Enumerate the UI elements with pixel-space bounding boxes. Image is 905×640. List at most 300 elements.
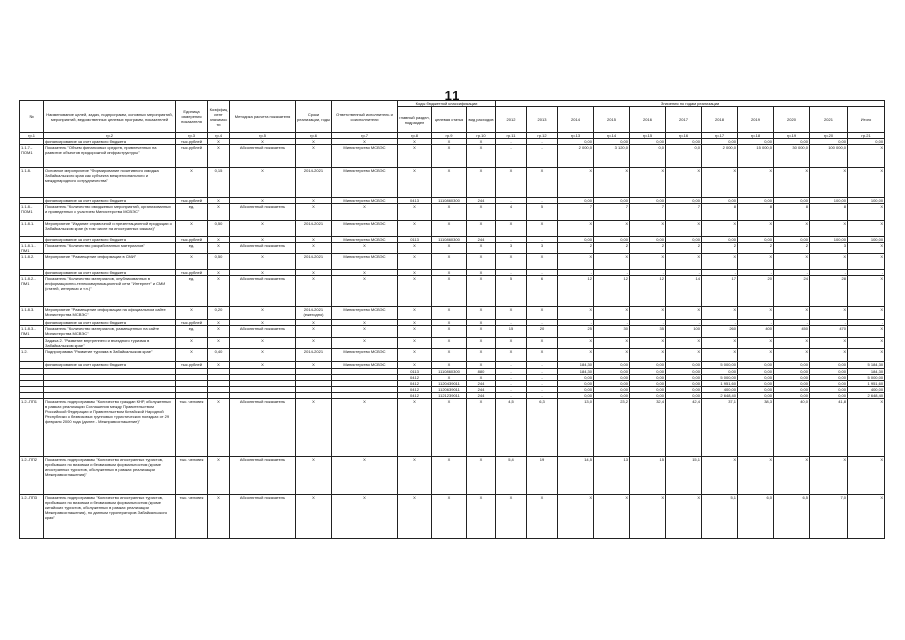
table-cell: Х xyxy=(208,362,230,369)
table-cell: Х xyxy=(467,243,496,254)
table-cell: 2014-2021 xyxy=(296,221,332,237)
table-cell: Х xyxy=(398,270,432,276)
table-cell: Х xyxy=(176,254,208,270)
table-cell: тыс. человек xyxy=(176,399,208,457)
table-cell: 0,00 xyxy=(594,237,630,243)
table-cell: 100,00 xyxy=(810,198,848,204)
table-cell: 6,0 xyxy=(738,495,774,539)
table-cell: тыс.рублей xyxy=(176,237,208,243)
column-number: гр.16 xyxy=(666,133,702,139)
table-cell: тыс.рублей xyxy=(176,198,208,204)
table-cell: 0,00 xyxy=(810,139,848,145)
table-cell: 244 xyxy=(467,393,496,399)
row-title: финансирование за счет краевого бюджета xyxy=(44,139,176,145)
table-cell: Министерство МСВЭС xyxy=(332,145,398,168)
table-cell: 15,1 xyxy=(666,457,702,495)
table-cell: 0,00 xyxy=(738,387,774,393)
table-cell: 20 xyxy=(527,326,558,338)
table-cell: 0,00 xyxy=(738,369,774,375)
table-cell: Х xyxy=(208,338,230,349)
table-cell: Х xyxy=(296,276,332,307)
table-cell: Х xyxy=(810,254,848,270)
table-cell: 0,00 xyxy=(558,393,594,399)
table-cell: Х xyxy=(208,276,230,307)
table-cell: 0,00 xyxy=(630,381,666,387)
table-cell: Х xyxy=(527,338,558,349)
table-cell: Х xyxy=(738,457,774,495)
table-cell: Министерство МСВЭС xyxy=(332,254,398,270)
table-cell: Х xyxy=(230,349,296,362)
table-cell: - xyxy=(774,270,810,276)
table-cell: Х xyxy=(432,457,467,495)
table-cell: Х xyxy=(848,326,885,338)
table-cell: - xyxy=(527,362,558,369)
header-code-section: главный раздел, подраздел xyxy=(398,107,432,133)
table-cell: 0,00 xyxy=(810,381,848,387)
table-cell: Х xyxy=(296,139,332,145)
header-year: 2019 xyxy=(738,107,774,133)
table-cell: 0,00 xyxy=(558,387,594,393)
table-cell: Х xyxy=(666,254,702,270)
table-cell: 0,00 xyxy=(666,369,702,375)
table-cell: 100,00 xyxy=(810,237,848,243)
table-cell: Министерство МСВЭС xyxy=(332,198,398,204)
table-cell: - xyxy=(496,393,527,399)
table-cell: 0,00 xyxy=(738,237,774,243)
table-cell: Х xyxy=(496,307,527,320)
table-cell: 0,00 xyxy=(774,362,810,369)
table-cell: Х xyxy=(432,399,467,457)
column-number: гр.4 xyxy=(208,133,230,139)
table-cell: Х xyxy=(432,276,467,307)
table-cell: 0,00 xyxy=(774,387,810,393)
table-cell: 8 xyxy=(810,204,848,221)
table-row xyxy=(20,276,885,307)
table-cell: Х xyxy=(702,168,738,198)
table-cell: Х xyxy=(467,254,496,270)
table-cell: 0,00 xyxy=(594,375,630,381)
table-cell: 0,00 xyxy=(774,381,810,387)
table-cell: 0,00 xyxy=(738,139,774,145)
table-row xyxy=(20,168,885,198)
table-cell: Х xyxy=(810,221,848,237)
table-cell: - xyxy=(527,369,558,375)
table-cell: Х xyxy=(666,168,702,198)
table-cell: Х xyxy=(496,168,527,198)
table-cell: 2 xyxy=(774,243,810,254)
table-cell: Х xyxy=(398,338,432,349)
table-cell: 4 xyxy=(496,204,527,221)
column-number: гр.10 xyxy=(467,133,496,139)
table-cell: Х xyxy=(848,243,885,254)
table-cell: 0,00 xyxy=(630,198,666,204)
table-cell: Х xyxy=(527,495,558,539)
table-cell: Х xyxy=(527,254,558,270)
table-cell: Х xyxy=(208,495,230,539)
table-cell: 13 xyxy=(594,457,630,495)
table-cell: тыс. человек xyxy=(176,457,208,495)
table-cell: 0,00 xyxy=(738,381,774,387)
row-code: 1.2.-ПП2 xyxy=(20,457,44,495)
table-cell: Х xyxy=(467,204,496,221)
table-cell: Х xyxy=(398,326,432,338)
table-cell: Х xyxy=(774,221,810,237)
row-code: 1.1.8.2.-ПМ1 xyxy=(20,276,44,307)
table-row xyxy=(20,495,885,539)
table-cell: Х xyxy=(230,307,296,320)
table-cell: 3 xyxy=(810,243,848,254)
table-cell: Х xyxy=(296,270,332,276)
table-cell: 0,00 xyxy=(558,375,594,381)
table-cell: 184,30 xyxy=(558,369,594,375)
table-cell: - xyxy=(630,320,666,326)
table-cell: тыс.рублей xyxy=(176,270,208,276)
table-cell: 0,00 xyxy=(666,237,702,243)
table-cell: - xyxy=(496,198,527,204)
table-cell: 0,00 xyxy=(738,198,774,204)
table-cell: Х xyxy=(774,254,810,270)
table-cell: Х xyxy=(630,221,666,237)
table-cell: Х xyxy=(848,254,885,270)
table-cell: 0,20 xyxy=(208,307,230,320)
table-cell: Х xyxy=(630,349,666,362)
table-cell: ед. xyxy=(176,243,208,254)
column-number: гр.6 xyxy=(296,133,332,139)
table-cell: ед. xyxy=(176,326,208,338)
table-cell: 24 xyxy=(774,276,810,307)
table-cell: Х xyxy=(666,221,702,237)
table-cell: 0,00 xyxy=(702,139,738,145)
table-cell: 8 xyxy=(738,204,774,221)
table-cell: 0,00 xyxy=(848,139,885,145)
table-row xyxy=(20,338,885,349)
table-cell: 14,5 xyxy=(558,457,594,495)
header-method: Методика расчета показателя xyxy=(230,101,296,133)
table-cell: 0,15 xyxy=(208,168,230,198)
table-cell: 2 xyxy=(630,243,666,254)
table-cell: Х xyxy=(296,204,332,221)
table-cell: Х xyxy=(296,399,332,457)
table-cell: 1110860300 xyxy=(432,198,467,204)
table-cell: - xyxy=(496,145,527,168)
table-cell: 0412 xyxy=(398,387,432,393)
table-cell: Х xyxy=(738,254,774,270)
table-cell: Х xyxy=(398,204,432,221)
table-cell: Абсолютный показатель xyxy=(230,145,296,168)
table-cell: 0,00 xyxy=(774,139,810,145)
table-cell: Х xyxy=(848,307,885,320)
table-cell: Х xyxy=(296,243,332,254)
table-cell: Х xyxy=(432,204,467,221)
table-cell: Министерство МСВЭС xyxy=(332,307,398,320)
table-cell: Абсолютный показатель xyxy=(230,276,296,307)
table-cell: Х xyxy=(594,307,630,320)
column-number: гр.7 xyxy=(332,133,398,139)
table-cell: Х xyxy=(738,349,774,362)
table-cell: тыс.рублей xyxy=(176,139,208,145)
table-cell: Х xyxy=(230,270,296,276)
row-title: Показатель "Количество разработанных материалов" xyxy=(44,243,176,254)
table-cell: 5,1 xyxy=(702,495,738,539)
table-cell: 3 xyxy=(496,243,527,254)
table-cell: Х xyxy=(774,349,810,362)
table-cell: Х xyxy=(332,457,398,495)
table-cell: 450 xyxy=(774,326,810,338)
table-cell: Абсолютный показатель xyxy=(230,495,296,539)
column-number: гр.3 xyxy=(176,133,208,139)
column-number: гр.14 xyxy=(594,133,630,139)
table-cell: 23,2 xyxy=(594,399,630,457)
table-cell: Х xyxy=(296,495,332,539)
table-cell: - xyxy=(810,320,848,326)
table-cell: - xyxy=(496,387,527,393)
column-number: гр.13 xyxy=(558,133,594,139)
table-cell: - xyxy=(527,270,558,276)
table-cell: 0,00 xyxy=(810,393,848,399)
table-cell: 0,00 xyxy=(630,387,666,393)
table-cell: Х xyxy=(230,139,296,145)
column-number: гр.21 xyxy=(848,133,885,139)
table-cell: 0,00 xyxy=(702,198,738,204)
table-cell: Х xyxy=(702,307,738,320)
row-title: Показатель подпрограммы "Количество граждан КНР, обслуженных в рамках реализации Соглашения между Правительством Российской Федерации и Правительством Китайской Народной Республики о безвизовых групповых туристических поездках от 29 февраля 2000 года (далее - Межправсоглашение)" xyxy=(44,399,176,457)
table-cell: Абсолютный показатель xyxy=(230,457,296,495)
table-cell: Х xyxy=(176,221,208,237)
table-cell: - xyxy=(527,320,558,326)
table-cell: 6,3 xyxy=(527,399,558,457)
column-number: гр.12 xyxy=(527,133,558,139)
table-cell: 0413 xyxy=(398,198,432,204)
table-cell: Х xyxy=(630,254,666,270)
table-cell: - xyxy=(527,375,558,381)
table-cell: 0,0 xyxy=(666,145,702,168)
table-cell: 0,00 xyxy=(810,369,848,375)
table-cell: 2 000,0 xyxy=(702,145,738,168)
table-cell: 2 xyxy=(594,243,630,254)
table-cell: Х xyxy=(208,198,230,204)
table-cell: - xyxy=(496,369,527,375)
table-cell: Х xyxy=(848,145,885,168)
table-cell: Х xyxy=(738,168,774,198)
table-row xyxy=(20,221,885,237)
table-cell: Х xyxy=(398,349,432,362)
row-code: 1.1.8.2. xyxy=(20,254,44,270)
table-cell: 0,00 xyxy=(558,237,594,243)
table-cell: Х xyxy=(176,349,208,362)
table-cell: 7 xyxy=(594,204,630,221)
table-cell: 100 000,0 xyxy=(810,145,848,168)
header-name: Наименование целей, задач, подпрограмм, основных мероприятий, мероприятий, ведомственных целевых программ, показателей xyxy=(44,101,176,133)
table-cell: Х xyxy=(467,495,496,539)
header-terms: Сроки реализации, годы xyxy=(296,101,332,133)
table-cell: Х xyxy=(332,243,398,254)
table-cell: Х xyxy=(496,338,527,349)
table-cell: Х xyxy=(432,221,467,237)
table-cell: 5 000,00 xyxy=(702,362,738,369)
table-cell: Х xyxy=(738,307,774,320)
table-cell: 0,00 xyxy=(666,139,702,145)
header-year: 2016 xyxy=(630,107,666,133)
table-cell: Х xyxy=(332,276,398,307)
table-cell: Х xyxy=(398,307,432,320)
table-row xyxy=(20,307,885,320)
table-cell: Х xyxy=(432,270,467,276)
table-cell: 12 xyxy=(558,276,594,307)
table-cell: 15 000,0 xyxy=(738,145,774,168)
column-number: гр.19 xyxy=(774,133,810,139)
table-cell: Х xyxy=(432,243,467,254)
table-cell: Х xyxy=(208,326,230,338)
table-cell: 0,00 xyxy=(738,375,774,381)
table-cell: 244 xyxy=(467,387,496,393)
table-cell: Х xyxy=(398,145,432,168)
table-cell: 100 xyxy=(666,326,702,338)
table-cell: - xyxy=(848,270,885,276)
table-cell: 37,1 xyxy=(702,399,738,457)
row-code: 1.2.-ПП1 xyxy=(20,399,44,457)
table-cell: тыс.рублей xyxy=(176,320,208,326)
table-cell: 42,4 xyxy=(666,399,702,457)
table-cell: 0,00 xyxy=(594,369,630,375)
table-cell: - xyxy=(527,139,558,145)
table-cell: - xyxy=(496,139,527,145)
row-code: 1.1.8.3. xyxy=(20,307,44,320)
table-cell: 0,40 xyxy=(208,349,230,362)
table-cell: 2 xyxy=(666,243,702,254)
table-cell: Х xyxy=(496,349,527,362)
table-cell: Х xyxy=(594,254,630,270)
table-cell: 14 xyxy=(666,276,702,307)
table-cell: Х xyxy=(398,221,432,237)
program-table xyxy=(19,100,885,539)
table-cell: 100,00 xyxy=(848,237,885,243)
table-cell: 1120439011 xyxy=(432,381,467,387)
table-cell: Х xyxy=(176,168,208,198)
table-cell: 0,00 xyxy=(630,393,666,399)
table-cell: 19 xyxy=(527,457,558,495)
table-cell: Х xyxy=(558,349,594,362)
table-cell: - xyxy=(774,320,810,326)
table-cell: Х xyxy=(296,326,332,338)
table-cell: Х xyxy=(558,221,594,237)
column-number: гр.5 xyxy=(230,133,296,139)
header-year: 2021 xyxy=(810,107,848,133)
row-code: 1.2.-ПП3 xyxy=(20,495,44,539)
table-cell: - xyxy=(630,270,666,276)
table-cell: 0,00 xyxy=(558,198,594,204)
table-cell: 0113 xyxy=(398,237,432,243)
table-cell: Х xyxy=(702,457,738,495)
table-cell: - xyxy=(527,145,558,168)
table-cell: 0,00 xyxy=(774,369,810,375)
table-cell: Х xyxy=(467,362,496,369)
table-cell: Х xyxy=(332,495,398,539)
table-cell: - xyxy=(496,237,527,243)
table-cell: Х xyxy=(432,338,467,349)
table-cell: 0,00 xyxy=(666,387,702,393)
table-cell: 13,0 xyxy=(558,399,594,457)
table-cell: 2 xyxy=(702,243,738,254)
table-cell: 0,00 xyxy=(666,381,702,387)
table-cell: Х xyxy=(848,457,885,495)
table-cell: 0,00 xyxy=(666,393,702,399)
table-cell: 17 xyxy=(702,276,738,307)
row-code: 1.1.8.3.-ПМ1 xyxy=(20,326,44,338)
header-responsible: Ответственный исполнитель и соисполнители xyxy=(332,101,398,133)
row-title: финансирование за счет краевого бюджета xyxy=(44,270,176,276)
table-cell: Х xyxy=(208,237,230,243)
table-cell: 8 xyxy=(774,204,810,221)
table-cell: 2 xyxy=(738,243,774,254)
table-cell: Х xyxy=(467,338,496,349)
table-cell: 8 xyxy=(702,204,738,221)
table-row xyxy=(20,326,885,338)
table-cell: Абсолютный показатель xyxy=(230,243,296,254)
table-cell: 0412 xyxy=(398,375,432,381)
table-cell: тыс.рублей xyxy=(176,362,208,369)
table-cell: 0,00 xyxy=(810,387,848,393)
row-code: 1.1.8.1.-ПМ1 xyxy=(20,243,44,254)
column-number: гр.17 xyxy=(702,133,738,139)
table-cell: Х xyxy=(467,399,496,457)
table-cell: Х xyxy=(594,338,630,349)
table-cell: 0,00 xyxy=(810,362,848,369)
table-cell: Х xyxy=(702,221,738,237)
table-cell: Абсолютный показатель xyxy=(230,204,296,221)
table-cell: Х xyxy=(296,362,332,369)
table-cell: Х xyxy=(230,237,296,243)
table-cell: - xyxy=(527,393,558,399)
table-cell: - xyxy=(496,375,527,381)
table-cell: Х xyxy=(558,307,594,320)
table-cell: 15 xyxy=(496,326,527,338)
table-cell: 0,00 xyxy=(594,362,630,369)
table-cell: Х xyxy=(558,495,594,539)
table-cell: 1 951,60 xyxy=(702,381,738,387)
table-cell: 38,3 xyxy=(738,399,774,457)
table-cell: Х xyxy=(398,399,432,457)
table-cell: Х xyxy=(332,399,398,457)
table-cell: Х xyxy=(496,254,527,270)
table-cell: Х xyxy=(230,221,296,237)
table-cell: 880 xyxy=(467,369,496,375)
table-cell: 0,0 xyxy=(630,145,666,168)
table-cell: Х xyxy=(398,362,432,369)
table-cell: 0,00 xyxy=(810,375,848,381)
table-cell: 2 648,40 xyxy=(702,393,738,399)
table-cell: Х xyxy=(208,270,230,276)
table-cell: Х xyxy=(398,139,432,145)
header-code-article: целевая статья xyxy=(432,107,467,133)
header-unit: Единица измерения показателя xyxy=(176,101,208,133)
table-cell: 260 xyxy=(702,326,738,338)
table-cell: Х xyxy=(432,349,467,362)
table-cell: Х xyxy=(208,457,230,495)
table-cell: Х xyxy=(527,168,558,198)
table-cell: - xyxy=(527,198,558,204)
table-cell: - xyxy=(527,237,558,243)
table-row xyxy=(20,362,885,369)
table-cell: тыс.рублей xyxy=(176,145,208,168)
table-cell: 0,00 xyxy=(594,381,630,387)
table-cell: 400,00 xyxy=(702,387,738,393)
table-cell: 0,00 xyxy=(558,381,594,387)
table-cell: Х xyxy=(702,338,738,349)
table-cell: - xyxy=(666,270,702,276)
table-cell: - xyxy=(702,320,738,326)
table-cell: 0,00 xyxy=(774,375,810,381)
table-cell: Х xyxy=(398,168,432,198)
